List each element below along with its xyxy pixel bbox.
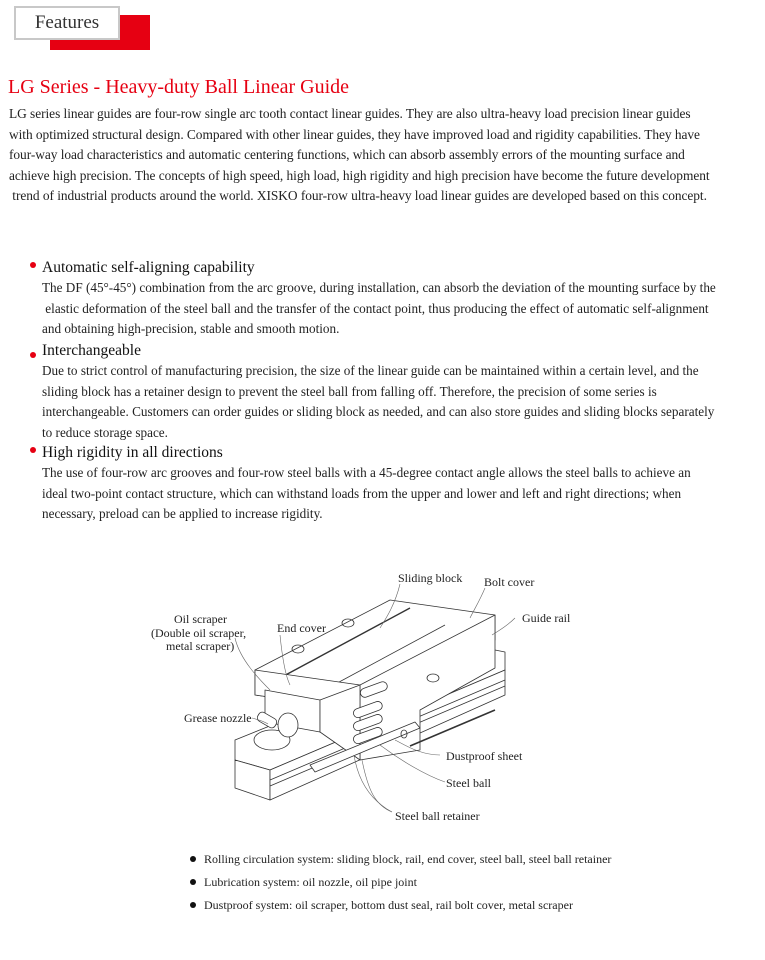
- page-title: LG Series - Heavy-duty Ball Linear Guide: [8, 76, 350, 98]
- label-bolt-cover: Bolt cover: [484, 575, 535, 589]
- intro-line: with optimized structural design. Compared with other linear guides, they have improved load and rigidity capabilities. They have: [9, 126, 700, 142]
- feature-line: elastic deformation of the steel ball and the transfer of the contact point, thus producing the effect of automatic self-alignment: [42, 300, 709, 316]
- feature-line: interchangeable. Customers can order guides or sliding block as needed, and can also store guides and sliding blocks separately: [42, 404, 715, 419]
- list-item-text: Dustproof system: oil scraper, bottom dust seal, rail bolt cover, metal scraper: [204, 898, 573, 912]
- bullet-icon: [190, 856, 196, 862]
- intro-line: LG series linear guides are four-row single arc tooth contact linear guides. They are also ultra-heavy load precision linear guides: [9, 106, 691, 121]
- linear-guide-diagram: [140, 560, 580, 830]
- list-item-text: Lubrication system: oil nozzle, oil pipe joint: [204, 875, 417, 889]
- feature-self-aligning: [42, 258, 757, 340]
- feature-heading: Automatic self-aligning capability: [42, 259, 255, 276]
- bullet-icon: [190, 879, 196, 885]
- label-oil-scraper-detail: metal scraper): [166, 639, 235, 653]
- red-bullet-icon: [30, 447, 36, 453]
- label-grease-nozzle: Grease nozzle: [184, 711, 252, 725]
- label-steel-ball-retainer: Steel ball retainer: [395, 809, 480, 823]
- intro-line: achieve high precision. The concepts of high speed, high load, high rigidity and high precision have become the future development: [9, 167, 710, 183]
- feature-line: The use of four-row arc grooves and four-row steel balls with a 45-degree contact angle allows the steel balls to achieve an: [42, 465, 691, 480]
- label-dustproof-sheet: Dustproof sheet: [446, 749, 523, 763]
- label-end-cover: End cover: [277, 621, 326, 635]
- label-oil-scraper-detail: (Double oil scraper,: [151, 626, 247, 640]
- feature-line: and obtaining high-precision, stable and smooth motion.: [42, 321, 340, 336]
- systems-list: [188, 848, 611, 917]
- label-steel-ball: Steel ball: [446, 776, 491, 790]
- red-bullet-icon: [30, 352, 36, 358]
- red-bullet-icon: [30, 262, 36, 268]
- label-oil-scraper: Oil scraper: [174, 612, 227, 626]
- feature-line: to reduce storage space.: [42, 424, 168, 440]
- feature-line: The DF (45°-45°) combination from the arc groove, during installation, can absorb the deviation of the mounting surface by the: [42, 280, 716, 295]
- feature-heading: High rigidity in all directions: [42, 444, 223, 461]
- feature-line: sliding block has a retainer design to prevent the steel ball from falling off. Therefore, the precision of some series is: [42, 383, 657, 399]
- list-item: [188, 871, 611, 894]
- list-item-text: Rolling circulation system: sliding block, rail, end cover, steel ball, steel ball retainer: [204, 852, 612, 866]
- feature-line: Due to strict control of manufacturing precision, the size of the linear guide can be maintained within a certain level, and the: [42, 363, 699, 378]
- linear-guide-illustration-icon: [140, 560, 580, 830]
- label-sliding-block: Sliding block: [398, 571, 463, 585]
- feature-body: [42, 361, 757, 443]
- bullet-icon: [190, 902, 196, 908]
- list-item: [188, 894, 611, 917]
- feature-interchangeable: [42, 341, 757, 443]
- intro-line: four-way load characteristics and automatic centering functions, which can absorb assembly errors of the mounting surface and: [9, 147, 685, 162]
- feature-line: necessary, preload can be applied to increase rigidity.: [42, 506, 323, 521]
- label-guide-rail: Guide rail: [522, 611, 571, 625]
- list-item: [188, 848, 611, 871]
- feature-high-rigidity: [42, 443, 757, 525]
- intro-line: trend of industrial products around the world. XISKO four-row ultra-heavy load linear guides are developed based on this concept.: [9, 188, 707, 203]
- feature-heading: Interchangeable: [42, 342, 141, 359]
- features-tab: [0, 0, 160, 52]
- features-tab-label: Features: [14, 6, 120, 40]
- feature-line: ideal two-point contact structure, which can withstand loads from the upper and lower and left and right directions; when: [42, 485, 682, 501]
- feature-body: [42, 463, 757, 525]
- intro-paragraph: [9, 104, 761, 207]
- feature-body: [42, 278, 757, 340]
